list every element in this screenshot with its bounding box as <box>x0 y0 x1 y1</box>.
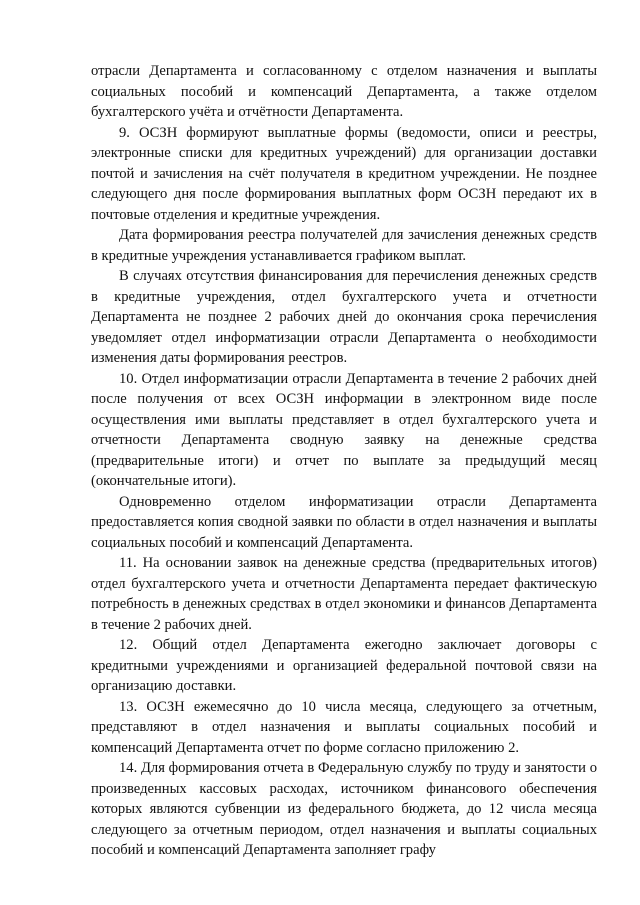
paragraph-item-9: 9. ОСЗН формируют выплатные формы (ведомости, описи и реестры, электронные списки для кредитных учреждений) для организации доставки почтой и зачисления на счёт получателя в кредитном учреждении. Не позднее следующего дня после формирования выплатных форм ОСЗН передают их в почтовые отделения и кредитные учреждения. <box>91 124 597 223</box>
paragraph-item-12: 12. Общий отдел Департамента ежегодно заключает договоры с кредитными учреждениями и организацией федеральной почтовой связи на организацию доставки. <box>91 637 597 694</box>
paragraph-item-10: 10. Отдел информатизации отрасли Департамента в течение 2 рабочих дней после получения от всех ОСЗН информации в электронном виде после осуществления ими выплаты представляет в отдел бухгалтерского учета и отчетности Департамента сводную заявку на денежные средства (предварительные итоги) и отчет по выплате за предыдущий месяц (окончательные итоги). <box>91 370 597 489</box>
document-body <box>91 61 597 861</box>
paragraph-item-13: 13. ОСЗН ежемесячно до 10 числа месяца, следующего за отчетным, представляют в отдел назначения и выплаты социальных пособий и компенсаций Департамента отчет по форме согласно приложению 2. <box>91 698 597 756</box>
paragraph-item-14: 14. Для формирования отчета в Федеральную службу по труду и занятости о произведенных кассовых расходах, источником финансового обеспечения которых являются субвенции из федерального бюджета, до 12 числа месяца следующего за отчетным периодом, отдел назначения и выплаты социальных пособий и компенсаций Департамента заполняет графу <box>91 760 597 858</box>
paragraph-registry-date: Дата формирования реестра получателей для зачисления денежных средств в кредитные учреждения устанавливается графиком выплат. <box>91 227 597 264</box>
paragraph-item-11: 11. На основании заявок на денежные средства (предварительных итогов) отдел бухгалтерского учета и отчетности Департамента передает фактическую потребность в денежных средствах в отдел экономики и финансов Департамента в течение 2 рабочих дней. <box>91 555 597 633</box>
paragraph-no-funding: В случаях отсутствия финансирования для перечисления денежных средств в кредитные учреждения, отдел бухгалтерского учета и отчетности Департамента не позднее 2 рабочих дней до окончания срока перечисления уведомляет отдел информатизации отрасли Департамента о необходимости изменения даты формирования реестров. <box>91 268 597 366</box>
paragraph-continuation: отрасли Департамента и согласованному с отделом назначения и выплаты социальных пособий и компенсаций Департамента, а также отделом бухгалтерского учёта и отчётности Департамента. <box>91 63 597 120</box>
paragraph-summary-copy: Одновременно отделом информатизации отрасли Департамента предоставляется копия сводной заявки по области в отдел назначения и выплаты социальных пособий и компенсаций Департамента. <box>91 493 597 551</box>
